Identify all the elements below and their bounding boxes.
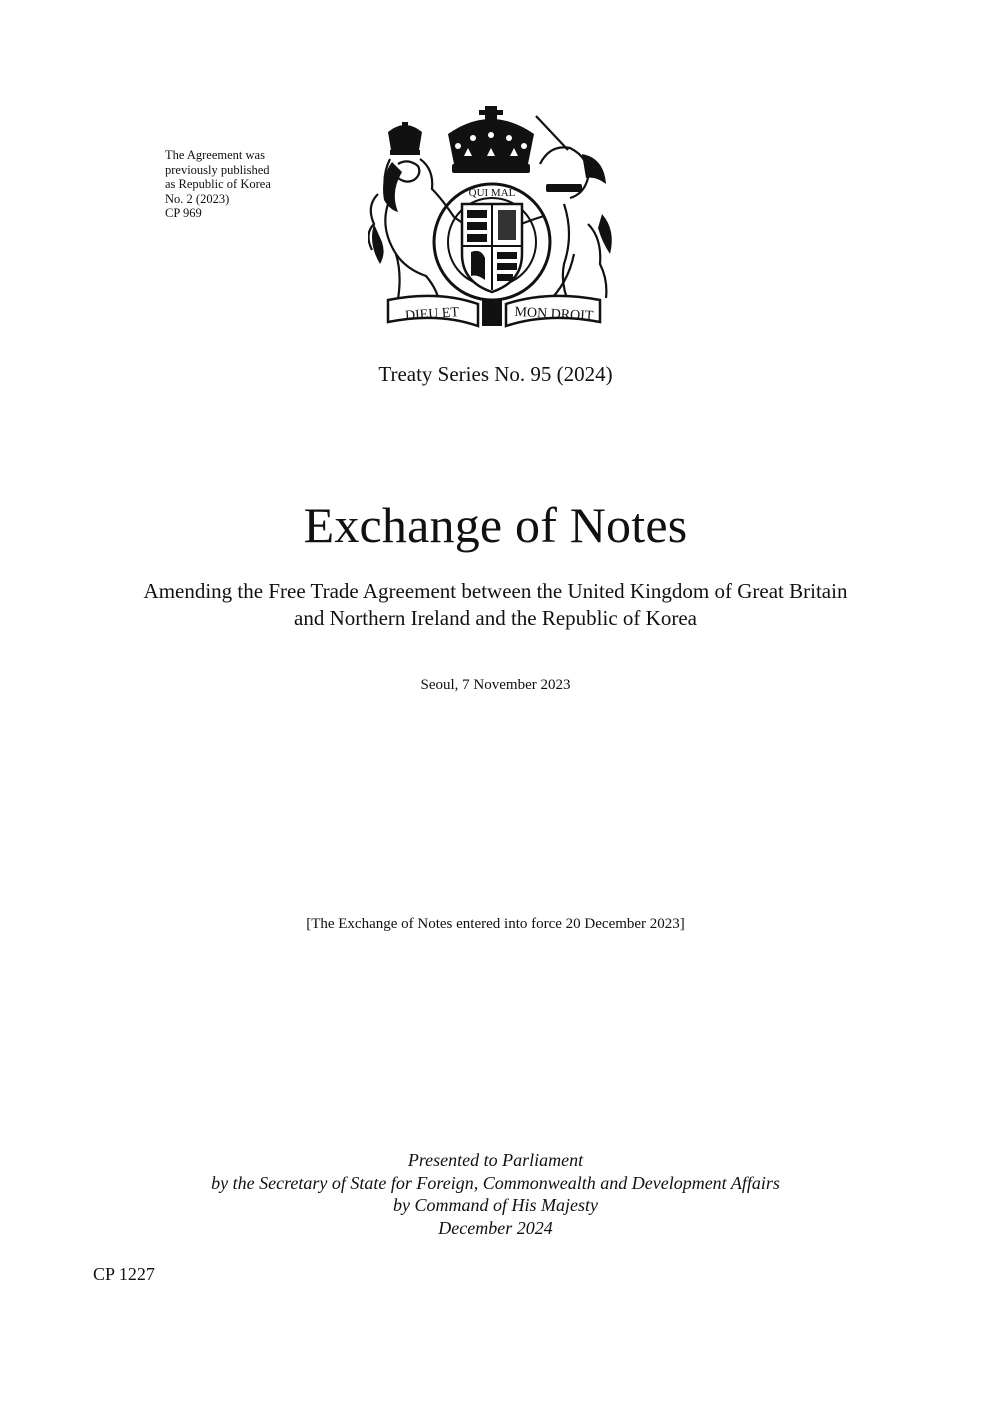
entry-into-force-note: [The Exchange of Notes entered into force 20 December 2023] [306, 916, 685, 932]
presented-line: by the Secretary of State for Foreign, Commonwealth and Development Affairs [211, 1172, 780, 1193]
royal-coat-of-arms-icon [368, 104, 620, 328]
presented-line: Presented to Parliament [407, 1150, 584, 1170]
document-title: Exchange of Notes [303, 497, 688, 553]
svg-text:MON DROIT: MON DROIT [514, 304, 594, 325]
place-and-date: Seoul, 7 November 2023 [420, 677, 571, 693]
svg-text:QUI MAL: QUI MAL [468, 187, 516, 199]
subtitle-line: and Northern Ireland and the Republic of Korea [294, 606, 697, 630]
note-line: as Republic of Korea [165, 177, 271, 191]
note-line: CP 969 [165, 206, 202, 220]
presented-line: by Command of His Majesty [393, 1195, 598, 1215]
presentation-statement [0, 1149, 991, 1239]
note-line: previously published [165, 162, 270, 177]
presented-date: December 2024 [438, 1217, 553, 1238]
svg-text:DIEU ET: DIEU ET [404, 305, 460, 324]
note-line: The Agreement was [165, 148, 265, 162]
note-line: No. 2 (2023) [165, 191, 230, 206]
treaty-series-number: Treaty Series No. 95 (2024) [378, 362, 613, 386]
subtitle-line: Amending the Free Trade Agreement between the United Kingdom of Great Britain [143, 579, 848, 603]
command-paper-number: CP 1227 [93, 1264, 155, 1284]
previous-publication-note [165, 148, 325, 221]
document-subtitle [60, 578, 931, 632]
